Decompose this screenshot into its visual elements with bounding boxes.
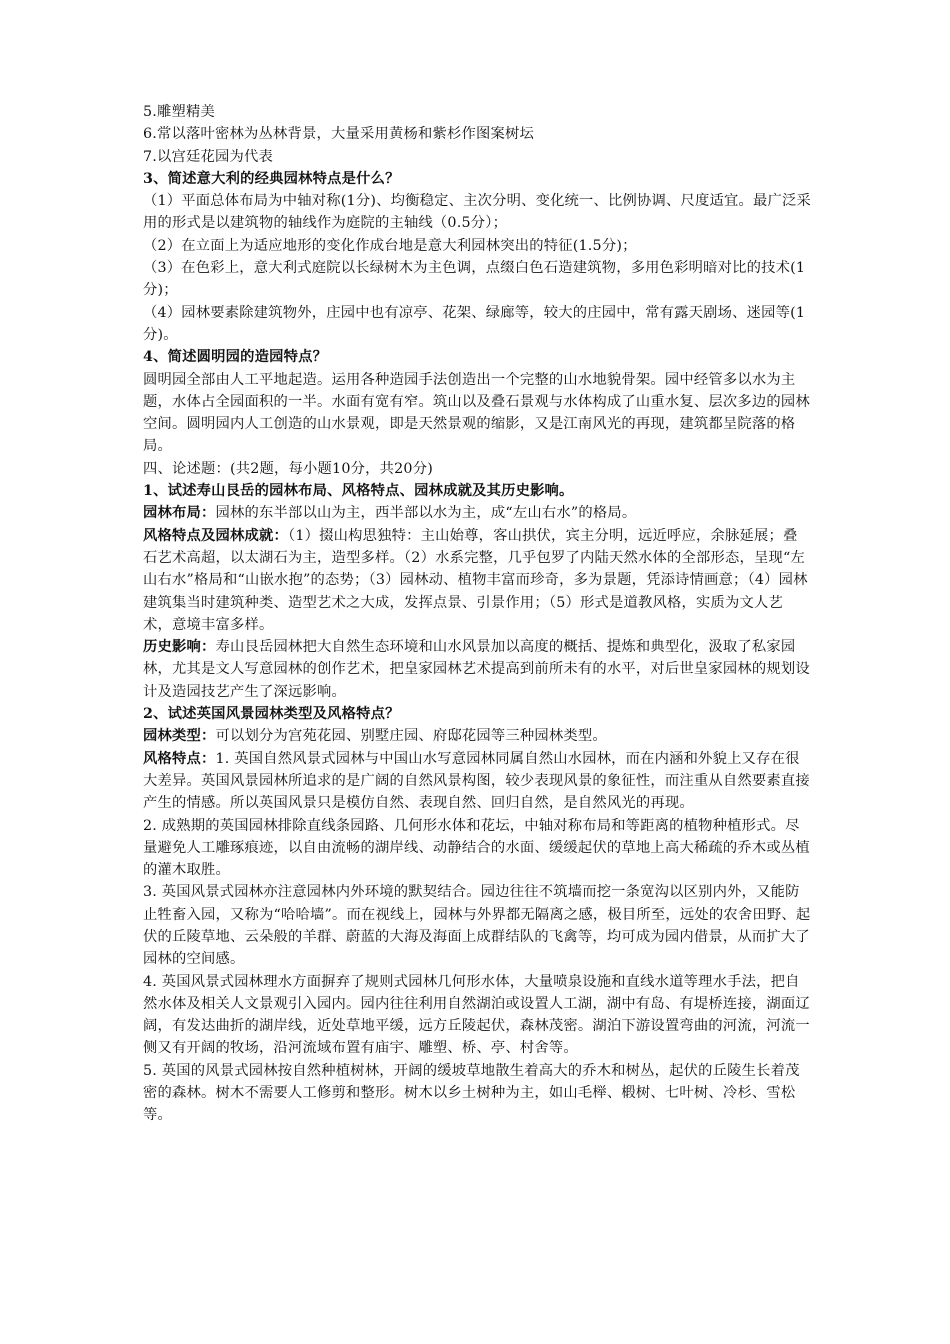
q3-answer-3: （3）在色彩上，意大利式庭院以长绿树木为主色调，点缀白色石造建筑物，多用色彩明暗对比的技术(1分)； (143, 260, 806, 299)
document-page (143, 101, 811, 1127)
essay-2-point-2: 2. 成熟期的英国园林排除直线条园路、几何形水体和花坛，中轴对称布局和等距离的植物种植形式。尽量避免人工雕琢痕迹，以自由流畅的湖岸线、动静结合的水面、缓缓起伏的草地上高大稀疏的乔木或丛植的灌木取胜。 (143, 817, 810, 879)
essay-2-title: 2、试述英国风景园林类型及风格特点？ (143, 706, 400, 723)
essay-2-type-label: 园林类型： (143, 728, 216, 745)
section-4-heading: 四、论述题：(共2题，每小题10分，共20分) (143, 460, 433, 477)
q3-answer-2: （2）在立面上为适应地形的变化作成台地是意大利园林突出的特征(1.5分)； (143, 237, 637, 254)
essay-2-style-label: 风格特点： (143, 750, 216, 767)
essay-1-style-label: 风格特点及园林成就： (143, 527, 288, 544)
essay-1-style (143, 525, 811, 636)
list-item-5: 5.雕塑精美 (143, 104, 216, 120)
essay-2-point-3: 3. 英国风景式园林亦注意园林内外环境的默契结合。园边往往不筑墙而挖一条宽沟以区别内外，又能防止牲畜入园，又称为“哈哈墙”。而在视线上，园林与外界都无隔离之感，极目所至，远处的农舍田野、起伏的丘陵草地、云朵般的羊群、蔚蓝的大海及海面上成群结队的飞禽等，均可成为园内借景，从而扩大了园林的空间感。 (143, 884, 811, 968)
essay-2-style-1 (143, 748, 811, 815)
list-item-7: 7.以宫廷花园为代表 (143, 148, 274, 165)
essay-1-history-label: 历史影响： (143, 639, 216, 656)
essay-2-point-5: 5. 英国的风景式园林按自然种植树林，开阔的缓坡草地散生着高大的乔木和树丛，起伏的丘陵生长着茂密的森林。树木不需要人工修剪和整形。树木以乡土树种为主，如山毛榉、椴树、七叶树、冷杉、雪松等。 (143, 1062, 800, 1124)
essay-1-layout-text: 园林的东半部以山为主，西半部以水为主，成“左山右水”的格局。 (215, 505, 637, 522)
essay-1-layout (143, 502, 811, 524)
essay-1-style-text: （1）掇山构思独特：主山始尊，客山拱伏，宾主分明，远近呼应，余脉延展；叠石艺术高超，以太湖石为主，造型多样。（2）水系完整，几乎包罗了内陆天然水体的全部形态，呈现“左山右水”格局和“山嵌水抱”的态势；（3）园林动、植物丰富而珍奇，多为景题，凭添诗情画意；（4）园林建筑集当时建筑种类、造型艺术之大成，发挥点景、引景作用；（5）形式是道教风格，实质为文人艺术，意境丰富多样。 (143, 527, 808, 633)
essay-2-point-4: 4. 英国风景式园林理水方面摒弃了规则式园林几何形水体，大量喷泉设施和直线水道等理水手法，把自然水体及相关人文景观引入园内。园内往往利用自然湖泊或设置人工湖，湖中有岛、有堤桥连接，湖面辽阔，有发达曲折的湖岸线，近处草地平缓，远方丘陵起伏，森林茂密。湖泊下游设置弯曲的河流，河流一侧又有开阔的牧场，沿河流域布置有庙宇、雕塑、桥、亭、村舍等。 (143, 973, 810, 1057)
q3-answer-1: （1）平面总体布局为中轴对称(1分)、均衡稳定、主次分明、变化统一、比例协调、尺度适宜。最广泛采用的形式是以建筑物的轴线作为庭院的主轴线（0.5分）； (143, 193, 812, 232)
q3-answer-4: （4）园林要素除建筑物外，庄园中也有凉亭、花架、绿廊等，较大的庄园中，常有露天剧场、迷园等(1分)。 (143, 304, 806, 343)
essay-2-type-text: 可以划分为宫苑花园、别墅庄园、府邸花园等三种园林类型。 (215, 728, 607, 745)
question-4-title: 4、简述圆明园的造园特点？ (143, 349, 328, 366)
essay-1-history (143, 636, 811, 703)
essay-2-type (143, 725, 811, 747)
q4-answer: 圆明园全部由人工平地起造。运用各种造园手法创造出一个完整的山水地貌骨架。园中经管多以水为主题，水体占全园面积的一半。水面有宽有窄。筑山以及叠石景观与水体构成了山重水复、层次多边的园林空间。圆明园内人工创造的山水景观，即是天然景观的缩影，又是江南风光的再现，建筑都呈院落的格局。 (143, 371, 810, 455)
essay-1-title: 1、试述寿山艮岳的园林布局、风格特点、园林成就及其历史影响。 (143, 483, 574, 500)
essay-1-history-text: 寿山艮岳园林把大自然生态环境和山水风景加以高度的概括、提炼和典型化，汲取了私家园林，尤其是文人写意园林的创作艺术，把皇家园林艺术提高到前所未有的水平，对后世皇家园林的规划设计及造园技艺产生了深远影响。 (143, 639, 810, 700)
essay-1-layout-label: 园林布局： (143, 505, 216, 522)
list-item-6: 6.常以落叶密林为丛林背景，大量采用黄杨和紫杉作图案树坛 (143, 126, 534, 143)
question-3-title: 3、简述意大利的经典园林特点是什么？ (143, 170, 400, 187)
essay-2-point-1: 1. 英国自然风景式园林与中国山水写意园林同属自然山水园林，而在内涵和外貌上又存在很大差异。英国风景园林所追求的是广阔的自然风景构图，较少表现风景的象征性，而注重从自然要素直接产生的情感。所以英国风景只是模仿自然、表现自然、回归自然，是自然风光的再现。 (143, 750, 810, 812)
